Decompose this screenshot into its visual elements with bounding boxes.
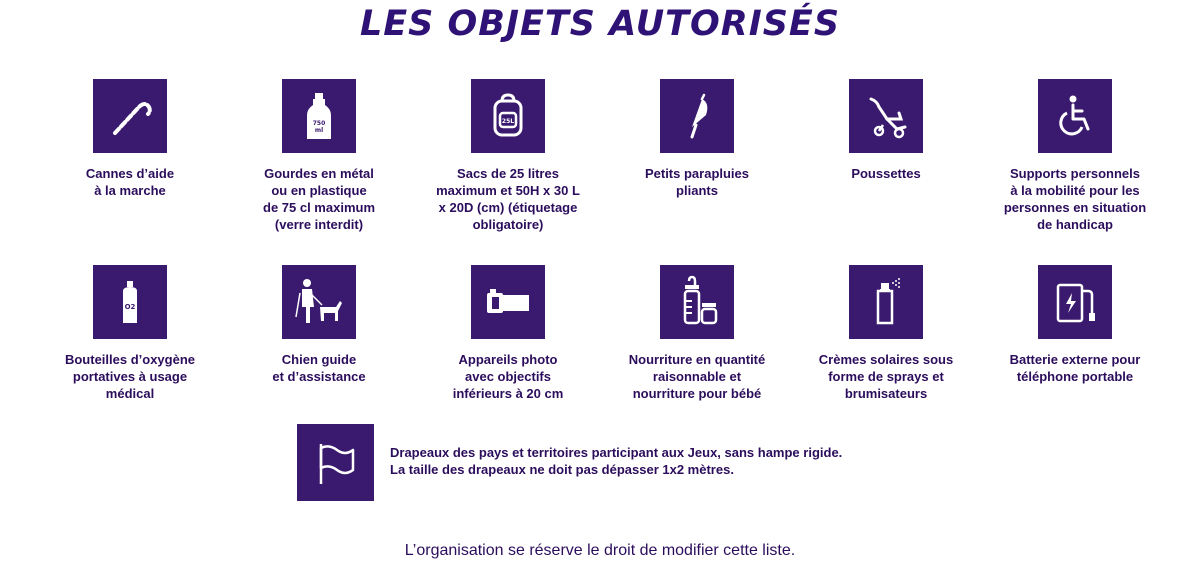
flag-line-1: Drapeaux des pays et territoires participant aux Jeux, sans hampe rigide. xyxy=(390,445,843,460)
stroller-icon xyxy=(857,87,915,145)
footer-note: L’organisation se réserve le droit de modifier cette liste. xyxy=(404,542,796,559)
item-label: Supports personnels à la mobilité pour les personnes en situation de handicap xyxy=(1003,166,1147,232)
bottle-icon xyxy=(290,87,348,145)
backpack-icon xyxy=(479,87,537,145)
backpack-tile xyxy=(471,79,545,153)
cane-icon xyxy=(101,87,159,145)
allowed-item-bottle xyxy=(219,79,419,233)
bottle-tile xyxy=(282,79,356,153)
item-label: Bouteilles d’oxygène portatives à usage médical xyxy=(64,352,196,401)
svg-text:750: 750 xyxy=(312,120,326,127)
stroller-tile xyxy=(849,79,923,153)
page-title: LES OBJETS AUTORISÉS xyxy=(359,4,841,44)
allowed-item-wheelchair xyxy=(975,79,1175,233)
item-label: Petits parapluies pliants xyxy=(644,166,750,198)
allowed-item-baby-food xyxy=(597,265,797,402)
spray-icon xyxy=(857,273,915,331)
allowed-item-umbrella xyxy=(597,79,797,199)
camera-tile xyxy=(471,265,545,339)
item-label: Gourdes en métal ou en plastique de 75 cl maximum (verre interdit) xyxy=(263,166,375,232)
flag-tile xyxy=(297,424,374,501)
flag-line-2: La taille des drapeaux ne doit pas dépasser 1x2 mètres. xyxy=(390,462,734,477)
item-label: Nourriture en quantité raisonnable et nourriture pour bébé xyxy=(628,352,766,401)
allowed-item-backpack xyxy=(408,79,608,233)
camera-icon xyxy=(479,273,537,331)
allowed-item-guide-dog xyxy=(219,265,419,385)
allowed-item-spray xyxy=(786,265,986,402)
baby-food-tile xyxy=(660,265,734,339)
flag-description xyxy=(390,444,950,478)
power-bank-tile xyxy=(1038,265,1112,339)
item-label: Poussettes xyxy=(851,166,921,181)
item-label: Sacs de 25 litres maximum et 50H x 30 L x 20D (cm) (étiquetage obligatoire) xyxy=(436,166,580,232)
guide-dog-icon xyxy=(290,273,348,331)
svg-text:25L: 25L xyxy=(501,118,515,125)
cane-tile xyxy=(93,79,167,153)
spray-tile xyxy=(849,265,923,339)
umbrella-icon xyxy=(668,87,726,145)
wheelchair-tile xyxy=(1038,79,1112,153)
svg-text:ml: ml xyxy=(314,127,324,134)
power-bank-icon xyxy=(1046,273,1104,331)
item-label: Chien guide et d’assistance xyxy=(272,352,366,384)
allowed-item-flag xyxy=(297,424,937,504)
umbrella-tile xyxy=(660,79,734,153)
wheelchair-icon xyxy=(1046,87,1104,145)
oxygen-bottle-icon xyxy=(101,273,159,331)
item-label: Appareils photo avec objectifs inférieurs à 20 cm xyxy=(452,352,564,401)
item-label: Batterie externe pour téléphone portable xyxy=(1009,352,1141,384)
flag-icon xyxy=(307,434,365,492)
oxygen-tile xyxy=(93,265,167,339)
allowed-item-oxygen xyxy=(30,265,230,402)
allowed-item-power-bank xyxy=(975,265,1175,385)
allowed-item-cane xyxy=(30,79,230,199)
allowed-item-camera xyxy=(408,265,608,402)
svg-text:O2: O2 xyxy=(124,303,136,311)
item-label: Crèmes solaires sous forme de sprays et brumisateurs xyxy=(818,352,954,401)
allowed-item-stroller xyxy=(786,79,986,182)
item-label: Cannes d’aide à la marche xyxy=(85,166,175,198)
baby-food-icon xyxy=(668,273,726,331)
guide-dog-tile xyxy=(282,265,356,339)
